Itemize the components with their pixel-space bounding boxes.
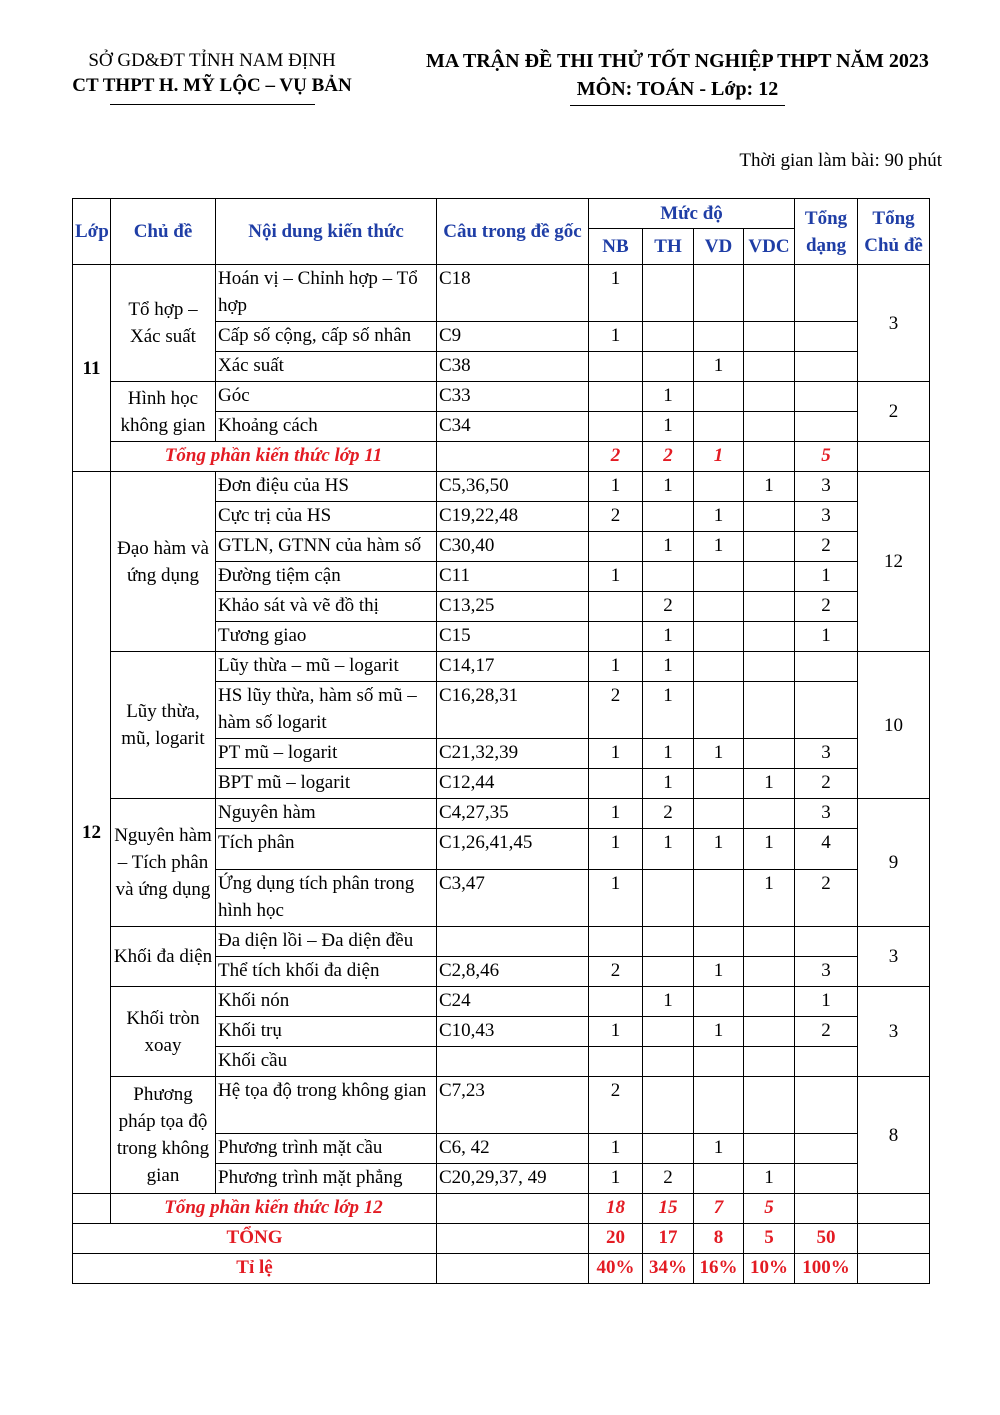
- table-row: [73, 472, 930, 502]
- blank-cell: [73, 1194, 111, 1224]
- subtotal-vd: 7: [694, 1194, 744, 1224]
- content-cell: Tích phân: [216, 829, 437, 870]
- content-cell: Phương trình mặt cầu: [216, 1134, 437, 1164]
- vdc-cell: [744, 957, 795, 987]
- grade-11: 11: [73, 265, 111, 472]
- exam-time: Thời gian làm bài: 90 phút: [739, 150, 942, 171]
- content-cell: GTLN, GTNN của hàm số: [216, 532, 437, 562]
- ratio-nb: 40%: [589, 1254, 643, 1284]
- vd-cell: [694, 472, 744, 502]
- blank-cell: [858, 1224, 930, 1254]
- content-cell: Khối cầu: [216, 1047, 437, 1077]
- vdc-cell: [744, 682, 795, 739]
- content-cell: HS lũy thừa, hàm số mũ – hàm số logarit: [216, 682, 437, 739]
- content-cell: Thể tích khối đa diện: [216, 957, 437, 987]
- ratio-th: 34%: [643, 1254, 694, 1284]
- th-cell: 1: [643, 682, 694, 739]
- vdc-cell: [744, 927, 795, 957]
- th-cell: 1: [643, 987, 694, 1017]
- th-cell: [643, 352, 694, 382]
- nb-cell: [589, 532, 643, 562]
- vd-cell: 1: [694, 1134, 744, 1164]
- vdc-cell: [744, 352, 795, 382]
- topic-name: Khối tròn xoay: [111, 987, 216, 1077]
- vdc-cell: [744, 1134, 795, 1164]
- question-cell: C4,27,35: [437, 799, 589, 829]
- question-cell: C14,17: [437, 652, 589, 682]
- school-name: CT THPT H. MỸ LỘC – VỤ BẢN: [72, 75, 352, 96]
- th-cell: 1: [643, 769, 694, 799]
- vd-cell: [694, 799, 744, 829]
- nb-cell: [589, 987, 643, 1017]
- subtotal-label: Tổng phần kiến thức lớp 12: [111, 1194, 437, 1224]
- vd-cell: 1: [694, 739, 744, 769]
- vdc-cell: [744, 265, 795, 322]
- sum-cell: [795, 412, 858, 442]
- vd-cell: [694, 769, 744, 799]
- nb-cell: [589, 352, 643, 382]
- sum-cell: 1: [795, 622, 858, 652]
- th-cell: 1: [643, 622, 694, 652]
- question-cell: C18: [437, 265, 589, 322]
- grade-12: 12: [73, 472, 111, 1194]
- sum-cell: 3: [795, 472, 858, 502]
- vd-cell: [694, 412, 744, 442]
- nb-cell: [589, 412, 643, 442]
- topic-total: 9: [858, 799, 930, 927]
- nb-cell: [589, 382, 643, 412]
- sum-cell: 2: [795, 532, 858, 562]
- blank-cell: [858, 442, 930, 472]
- content-cell: Khảo sát và vẽ đồ thị: [216, 592, 437, 622]
- subtotal-row: [73, 442, 930, 472]
- th-cell: [643, 1077, 694, 1134]
- sum-cell: 2: [795, 769, 858, 799]
- sum-cell: 3: [795, 799, 858, 829]
- total-sum: 50: [795, 1224, 858, 1254]
- nb-cell: 1: [589, 322, 643, 352]
- content-cell: Hoán vị – Chỉnh hợp – Tổ hợp: [216, 265, 437, 322]
- vdc-cell: 1: [744, 769, 795, 799]
- topic-total: 10: [858, 652, 930, 799]
- th-cell: 2: [643, 1164, 694, 1194]
- subtotal-label: Tổng phần kiến thức lớp 11: [111, 442, 437, 472]
- content-cell: Nguyên hàm: [216, 799, 437, 829]
- vdc-cell: 1: [744, 829, 795, 870]
- content-cell: Tương giao: [216, 622, 437, 652]
- vd-cell: [694, 622, 744, 652]
- nb-cell: 1: [589, 1134, 643, 1164]
- sum-cell: [795, 927, 858, 957]
- question-cell: C13,25: [437, 592, 589, 622]
- vdc-cell: [744, 1077, 795, 1134]
- th-cell: [643, 1047, 694, 1077]
- vd-cell: [694, 265, 744, 322]
- col-tong-chu-de: Tổng Chủ đề: [858, 199, 930, 265]
- topic-name: Tổ hợp – Xác suất: [111, 265, 216, 382]
- vdc-cell: [744, 1047, 795, 1077]
- vdc-cell: [744, 322, 795, 352]
- question-cell: C15: [437, 622, 589, 652]
- question-cell: C12,44: [437, 769, 589, 799]
- table-row: [73, 265, 930, 322]
- vd-cell: 1: [694, 1017, 744, 1047]
- subtotal-th: 15: [643, 1194, 694, 1224]
- topic-total: 8: [858, 1077, 930, 1194]
- doc-title: MA TRẬN ĐỀ THI THỬ TỐT NGHIỆP THPT NĂM 2023: [426, 50, 929, 72]
- th-cell: [643, 322, 694, 352]
- sum-cell: [795, 352, 858, 382]
- th-cell: [643, 562, 694, 592]
- topic-name: Đạo hàm và ứng dụng: [111, 472, 216, 652]
- dept-name: SỞ GD&ĐT TỈNH NAM ĐỊNH: [88, 50, 336, 71]
- topic-total: 12: [858, 472, 930, 652]
- vdc-cell: [744, 987, 795, 1017]
- question-cell: C3,47: [437, 870, 589, 927]
- table-row: [73, 987, 930, 1017]
- vd-cell: [694, 870, 744, 927]
- total-nb: 20: [589, 1224, 643, 1254]
- vd-cell: [694, 652, 744, 682]
- underline: [570, 105, 785, 106]
- ratio-label: Tỉ lệ: [73, 1254, 437, 1284]
- header-right: [390, 47, 965, 106]
- underline: [110, 104, 315, 105]
- question-cell: C21,32,39: [437, 739, 589, 769]
- total-label: TỔNG: [73, 1224, 437, 1254]
- th-cell: 2: [643, 592, 694, 622]
- question-cell: C33: [437, 382, 589, 412]
- nb-cell: 2: [589, 1077, 643, 1134]
- question-cell: C16,28,31: [437, 682, 589, 739]
- nb-cell: [589, 592, 643, 622]
- subtotal-th: 2: [643, 442, 694, 472]
- question-cell: C24: [437, 987, 589, 1017]
- table-row: [73, 382, 930, 412]
- sum-cell: [795, 1164, 858, 1194]
- table-row: [73, 652, 930, 682]
- sum-cell: 2: [795, 592, 858, 622]
- total-row: [73, 1224, 930, 1254]
- subtotal-nb: 18: [589, 1194, 643, 1224]
- topic-name: Phương pháp tọa độ trong không gian: [111, 1077, 216, 1194]
- vdc-cell: 1: [744, 1164, 795, 1194]
- question-cell: C30,40: [437, 532, 589, 562]
- vd-cell: 1: [694, 352, 744, 382]
- ratio-vd: 16%: [694, 1254, 744, 1284]
- nb-cell: 1: [589, 1164, 643, 1194]
- question-cell: C34: [437, 412, 589, 442]
- sum-cell: [795, 1077, 858, 1134]
- topic-total: 3: [858, 927, 930, 987]
- vd-cell: [694, 1077, 744, 1134]
- nb-cell: 2: [589, 682, 643, 739]
- table-row: [73, 799, 930, 829]
- th-cell: 2: [643, 799, 694, 829]
- question-cell: [437, 1047, 589, 1077]
- sum-cell: [795, 322, 858, 352]
- sum-cell: 1: [795, 987, 858, 1017]
- nb-cell: 1: [589, 739, 643, 769]
- col-th: TH: [643, 229, 694, 265]
- topic-name: Lũy thừa, mũ, logarit: [111, 652, 216, 799]
- content-cell: Khối nón: [216, 987, 437, 1017]
- th-cell: 1: [643, 652, 694, 682]
- content-cell: Cấp số cộng, cấp số nhân: [216, 322, 437, 352]
- sum-cell: [795, 382, 858, 412]
- total-vdc: 5: [744, 1224, 795, 1254]
- ratio-sum: 100%: [795, 1254, 858, 1284]
- topic-name: Hình học không gian: [111, 382, 216, 442]
- blank-cell: [437, 1254, 589, 1284]
- question-cell: C20,29,37, 49: [437, 1164, 589, 1194]
- blank-cell: [437, 1194, 589, 1224]
- nb-cell: [589, 927, 643, 957]
- blank-cell: [858, 1194, 930, 1224]
- nb-cell: 1: [589, 265, 643, 322]
- content-cell: Khối trụ: [216, 1017, 437, 1047]
- subtotal-vd: 1: [694, 442, 744, 472]
- subtotal-vdc: [744, 442, 795, 472]
- vd-cell: [694, 1164, 744, 1194]
- col-vdc: VDC: [744, 229, 795, 265]
- total-th: 17: [643, 1224, 694, 1254]
- col-nb: NB: [589, 229, 643, 265]
- th-cell: [643, 502, 694, 532]
- sum-cell: 4: [795, 829, 858, 870]
- nb-cell: 2: [589, 502, 643, 532]
- vdc-cell: [744, 1017, 795, 1047]
- sum-cell: 1: [795, 562, 858, 592]
- vd-cell: [694, 927, 744, 957]
- content-cell: Đa diện lồi – Đa diện đều: [216, 927, 437, 957]
- content-cell: BPT mũ – logarit: [216, 769, 437, 799]
- vd-cell: 1: [694, 957, 744, 987]
- th-cell: 1: [643, 472, 694, 502]
- col-lop: Lớp: [73, 199, 111, 265]
- th-cell: [643, 1017, 694, 1047]
- nb-cell: 2: [589, 957, 643, 987]
- question-cell: C38: [437, 352, 589, 382]
- nb-cell: 1: [589, 1017, 643, 1047]
- nb-cell: [589, 622, 643, 652]
- vdc-cell: [744, 562, 795, 592]
- blank-cell: [437, 1224, 589, 1254]
- th-cell: 1: [643, 412, 694, 442]
- th-cell: [643, 870, 694, 927]
- vdc-cell: [744, 382, 795, 412]
- content-cell: Cực trị của HS: [216, 502, 437, 532]
- subtotal-vdc: 5: [744, 1194, 795, 1224]
- table-row: [73, 927, 930, 957]
- nb-cell: 1: [589, 652, 643, 682]
- ratio-vdc: 10%: [744, 1254, 795, 1284]
- th-cell: 1: [643, 739, 694, 769]
- content-cell: Khoảng cách: [216, 412, 437, 442]
- vdc-cell: [744, 532, 795, 562]
- vd-cell: [694, 682, 744, 739]
- topic-total: 3: [858, 265, 930, 382]
- subtotal-nb: 2: [589, 442, 643, 472]
- th-cell: [643, 957, 694, 987]
- sum-cell: 3: [795, 739, 858, 769]
- question-cell: [437, 927, 589, 957]
- nb-cell: 1: [589, 799, 643, 829]
- vdc-cell: [744, 799, 795, 829]
- th-cell: 1: [643, 382, 694, 412]
- blank-cell: [858, 1254, 930, 1284]
- nb-cell: [589, 1047, 643, 1077]
- vd-cell: [694, 562, 744, 592]
- subtotal-sum: 5: [795, 442, 858, 472]
- sum-cell: [795, 652, 858, 682]
- nb-cell: [589, 769, 643, 799]
- question-cell: C11: [437, 562, 589, 592]
- content-cell: Ứng dụng tích phân trong hình học: [216, 870, 437, 927]
- col-chu-de: Chủ đề: [111, 199, 216, 265]
- content-cell: PT mũ – logarit: [216, 739, 437, 769]
- vd-cell: [694, 987, 744, 1017]
- th-cell: [643, 927, 694, 957]
- vd-cell: [694, 1047, 744, 1077]
- vdc-cell: [744, 622, 795, 652]
- sum-cell: 3: [795, 502, 858, 532]
- vd-cell: [694, 592, 744, 622]
- vdc-cell: [744, 739, 795, 769]
- topic-total: 3: [858, 987, 930, 1077]
- col-cau: Câu trong đề gốc: [437, 199, 589, 265]
- vdc-cell: [744, 412, 795, 442]
- content-cell: Hệ tọa độ trong không gian: [216, 1077, 437, 1134]
- col-noi-dung: Nội dung kiến thức: [216, 199, 437, 265]
- question-cell: C10,43: [437, 1017, 589, 1047]
- sum-cell: [795, 1047, 858, 1077]
- content-cell: Đơn điệu của HS: [216, 472, 437, 502]
- question-cell: C6, 42: [437, 1134, 589, 1164]
- question-cell: C7,23: [437, 1077, 589, 1134]
- sum-cell: [795, 265, 858, 322]
- total-vd: 8: [694, 1224, 744, 1254]
- topic-total: 2: [858, 382, 930, 442]
- sum-cell: 2: [795, 1017, 858, 1047]
- header-left: [52, 48, 372, 105]
- th-cell: [643, 265, 694, 322]
- question-cell: C19,22,48: [437, 502, 589, 532]
- nb-cell: 1: [589, 562, 643, 592]
- vdc-cell: 1: [744, 870, 795, 927]
- subtotal-row: [73, 1194, 930, 1224]
- vd-cell: 1: [694, 532, 744, 562]
- vdc-cell: 1: [744, 472, 795, 502]
- vdc-cell: [744, 502, 795, 532]
- content-cell: Xác suất: [216, 352, 437, 382]
- subtotal-sum: [795, 1194, 858, 1224]
- vdc-cell: [744, 652, 795, 682]
- content-cell: Phương trình mặt phẳng: [216, 1164, 437, 1194]
- matrix-body: [73, 265, 930, 1284]
- exam-matrix-table: [72, 198, 930, 1284]
- blank-cell: [437, 442, 589, 472]
- sum-cell: 2: [795, 870, 858, 927]
- vd-cell: 1: [694, 829, 744, 870]
- ratio-row: [73, 1254, 930, 1284]
- content-cell: Đường tiệm cận: [216, 562, 437, 592]
- topic-name: Khối đa diện: [111, 927, 216, 987]
- sum-cell: 3: [795, 957, 858, 987]
- topic-name: Nguyên hàm – Tích phân và ứng dụng: [111, 799, 216, 927]
- th-cell: 1: [643, 829, 694, 870]
- question-cell: C5,36,50: [437, 472, 589, 502]
- col-vd: VD: [694, 229, 744, 265]
- question-cell: C1,26,41,45: [437, 829, 589, 870]
- sum-cell: [795, 1134, 858, 1164]
- question-cell: C9: [437, 322, 589, 352]
- content-cell: Góc: [216, 382, 437, 412]
- doc-subject: MÔN: TOÁN - Lớp: 12: [576, 78, 779, 100]
- col-muc-do: Mức độ: [589, 199, 795, 229]
- vd-cell: [694, 382, 744, 412]
- nb-cell: 1: [589, 829, 643, 870]
- th-cell: 1: [643, 532, 694, 562]
- vd-cell: 1: [694, 502, 744, 532]
- sum-cell: [795, 682, 858, 739]
- vdc-cell: [744, 592, 795, 622]
- content-cell: Lũy thừa – mũ – logarit: [216, 652, 437, 682]
- question-cell: C2,8,46: [437, 957, 589, 987]
- col-tong-dang: Tổng dạng: [795, 199, 858, 265]
- table-row: [73, 1077, 930, 1134]
- nb-cell: 1: [589, 870, 643, 927]
- vd-cell: [694, 322, 744, 352]
- nb-cell: 1: [589, 472, 643, 502]
- th-cell: [643, 1134, 694, 1164]
